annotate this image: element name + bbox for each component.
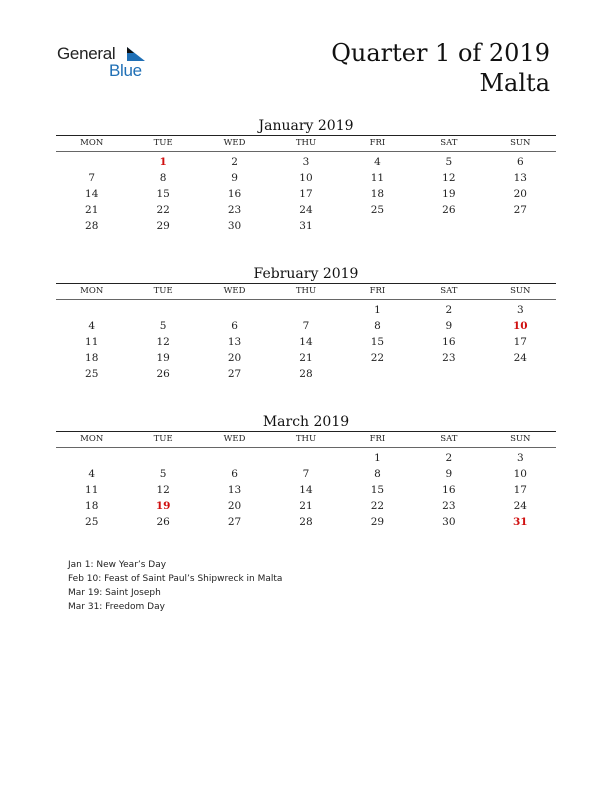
day-cell: 7 [302,320,310,332]
day-cell: 26 [442,204,456,216]
logo-text-blue: Blue [109,61,142,80]
day-cell: 28 [299,368,313,380]
day-cell: 1 [374,452,381,464]
day-cell: 3 [516,304,524,316]
day-cell: 24 [299,204,313,216]
empty-cell [127,450,198,466]
empty-cell [199,450,270,466]
holiday-day: 10 [512,320,528,332]
weekday-label: SUN [510,286,531,296]
empty-cell [56,302,127,318]
weekday-label: MON [80,286,104,296]
day-cell: 6 [231,468,238,480]
weekday-label: TUE [153,434,173,444]
month-name: February 2019 [253,266,359,282]
day-cell: 22 [370,500,385,512]
day-cell: 15 [370,336,385,348]
day-cell: 8 [374,468,381,480]
day-cell: 25 [85,516,99,528]
holiday-day: 19 [155,500,171,512]
weekday-header [56,432,556,447]
day-cell: 23 [442,500,456,512]
day-cell: 9 [231,172,238,184]
month-calendar [56,117,556,234]
day-cell: 3 [516,452,524,464]
flag-triangle-icon [125,47,147,63]
day-cell: 7 [302,468,310,480]
day-cell: 1 [374,304,381,316]
holiday-notes [68,558,282,614]
day-cell: 9 [445,320,453,332]
day-cell: 22 [156,204,170,216]
empty-cell [199,302,270,318]
day-cell: 21 [299,500,313,512]
weekday-label: MON [80,138,104,148]
day-cell: 12 [156,336,170,348]
holiday-note: Mar 19: Saint Joseph [68,588,161,598]
day-cell: 24 [513,352,527,364]
day-cell: 21 [85,204,99,216]
day-cell: 24 [513,500,527,512]
weekday-label: FRI [369,138,386,148]
day-cell: 31 [299,220,313,232]
day-cell: 25 [370,204,385,216]
day-grid [56,300,556,382]
weekday-label: WED [223,434,246,444]
day-cell: 28 [299,516,313,528]
day-cell: 18 [85,352,99,364]
empty-cell [270,450,341,466]
country-title: Malta [479,69,550,97]
day-cell: 19 [156,352,170,364]
empty-cell [56,450,127,466]
weekday-label: WED [223,138,246,148]
day-cell: 26 [156,516,170,528]
day-cell: 14 [299,336,313,348]
day-cell: 15 [156,188,170,200]
day-cell: 27 [513,204,527,216]
day-cell: 12 [156,484,170,496]
day-grid [56,152,556,234]
weekday-label: MON [80,434,104,444]
holiday-note: Mar 31: Freedom Day [68,602,165,612]
day-cell: 20 [227,352,242,364]
weekday-label: THU [295,286,317,296]
day-cell: 15 [370,484,385,496]
weekday-label: THU [295,434,317,444]
brand-logo [57,44,157,84]
weekday-label: THU [295,138,317,148]
day-cell: 20 [513,188,527,200]
weekday-label: SAT [440,138,458,148]
day-cell: 21 [299,352,313,364]
month-calendar [56,265,556,382]
day-cell: 23 [227,204,242,216]
empty-cell [270,302,341,318]
weekday-header [56,284,556,299]
holiday-day: 31 [512,516,528,528]
weekday-header [56,136,556,151]
weekday-label: SAT [440,286,458,296]
day-cell: 8 [159,172,167,184]
day-cell: 11 [370,172,385,184]
weekday-label: SUN [510,138,531,148]
holiday-note: Feb 10: Feast of Saint Paul’s Shipwreck in Malta [68,574,283,584]
day-cell: 10 [299,172,313,184]
day-cell: 22 [370,352,385,364]
day-cell: 12 [442,172,456,184]
day-cell: 14 [85,188,99,200]
holiday-day: 1 [159,156,167,168]
day-cell: 4 [374,156,381,168]
day-cell: 26 [156,368,170,380]
day-cell: 5 [445,156,453,168]
day-cell: 10 [513,468,527,480]
day-cell: 18 [370,188,385,200]
day-cell: 17 [513,484,527,496]
weekday-label: SUN [510,434,531,444]
day-cell: 2 [445,452,453,464]
day-cell: 27 [227,368,242,380]
day-cell: 29 [156,220,170,232]
day-cell: 13 [513,172,527,184]
day-cell: 29 [370,516,385,528]
day-cell: 14 [299,484,313,496]
day-cell: 23 [442,352,456,364]
logo-text-general: General [57,44,116,63]
day-cell: 4 [88,468,96,480]
month-name: March 2019 [262,414,350,430]
day-cell: 7 [88,172,96,184]
weekday-label: TUE [153,286,173,296]
day-cell: 13 [227,336,242,348]
day-grid [56,448,556,530]
day-cell: 30 [227,220,242,232]
day-cell: 30 [442,516,456,528]
day-cell: 17 [299,188,313,200]
month-name: January 2019 [258,118,354,134]
day-cell: 16 [442,484,456,496]
weekday-label: SAT [440,434,458,444]
day-cell: 17 [513,336,527,348]
day-cell: 6 [516,156,524,168]
day-cell: 2 [231,156,238,168]
weekday-label: FRI [369,434,386,444]
weekday-label: FRI [369,286,386,296]
day-cell: 16 [227,188,242,200]
day-cell: 13 [227,484,242,496]
day-cell: 28 [85,220,99,232]
month-calendar [56,413,556,530]
day-cell: 19 [442,188,456,200]
empty-cell [56,154,127,170]
day-cell: 11 [85,484,99,496]
day-cell: 4 [88,320,96,332]
holiday-note: Jan 1: New Year’s Day [68,560,167,570]
day-cell: 25 [85,368,99,380]
day-cell: 8 [374,320,381,332]
quarter-title: Quarter 1 of 2019 [331,39,550,67]
weekday-label: WED [223,286,246,296]
weekday-label: TUE [153,138,173,148]
day-cell: 18 [85,500,99,512]
day-cell: 5 [159,320,167,332]
day-cell: 3 [302,156,310,168]
day-cell: 6 [231,320,238,332]
day-cell: 16 [442,336,456,348]
day-cell: 2 [445,304,453,316]
day-cell: 9 [445,468,453,480]
day-cell: 20 [227,500,242,512]
page-title [331,38,550,98]
day-cell: 5 [159,468,167,480]
day-cell: 27 [227,516,242,528]
day-cell: 11 [85,336,99,348]
empty-cell [127,302,198,318]
